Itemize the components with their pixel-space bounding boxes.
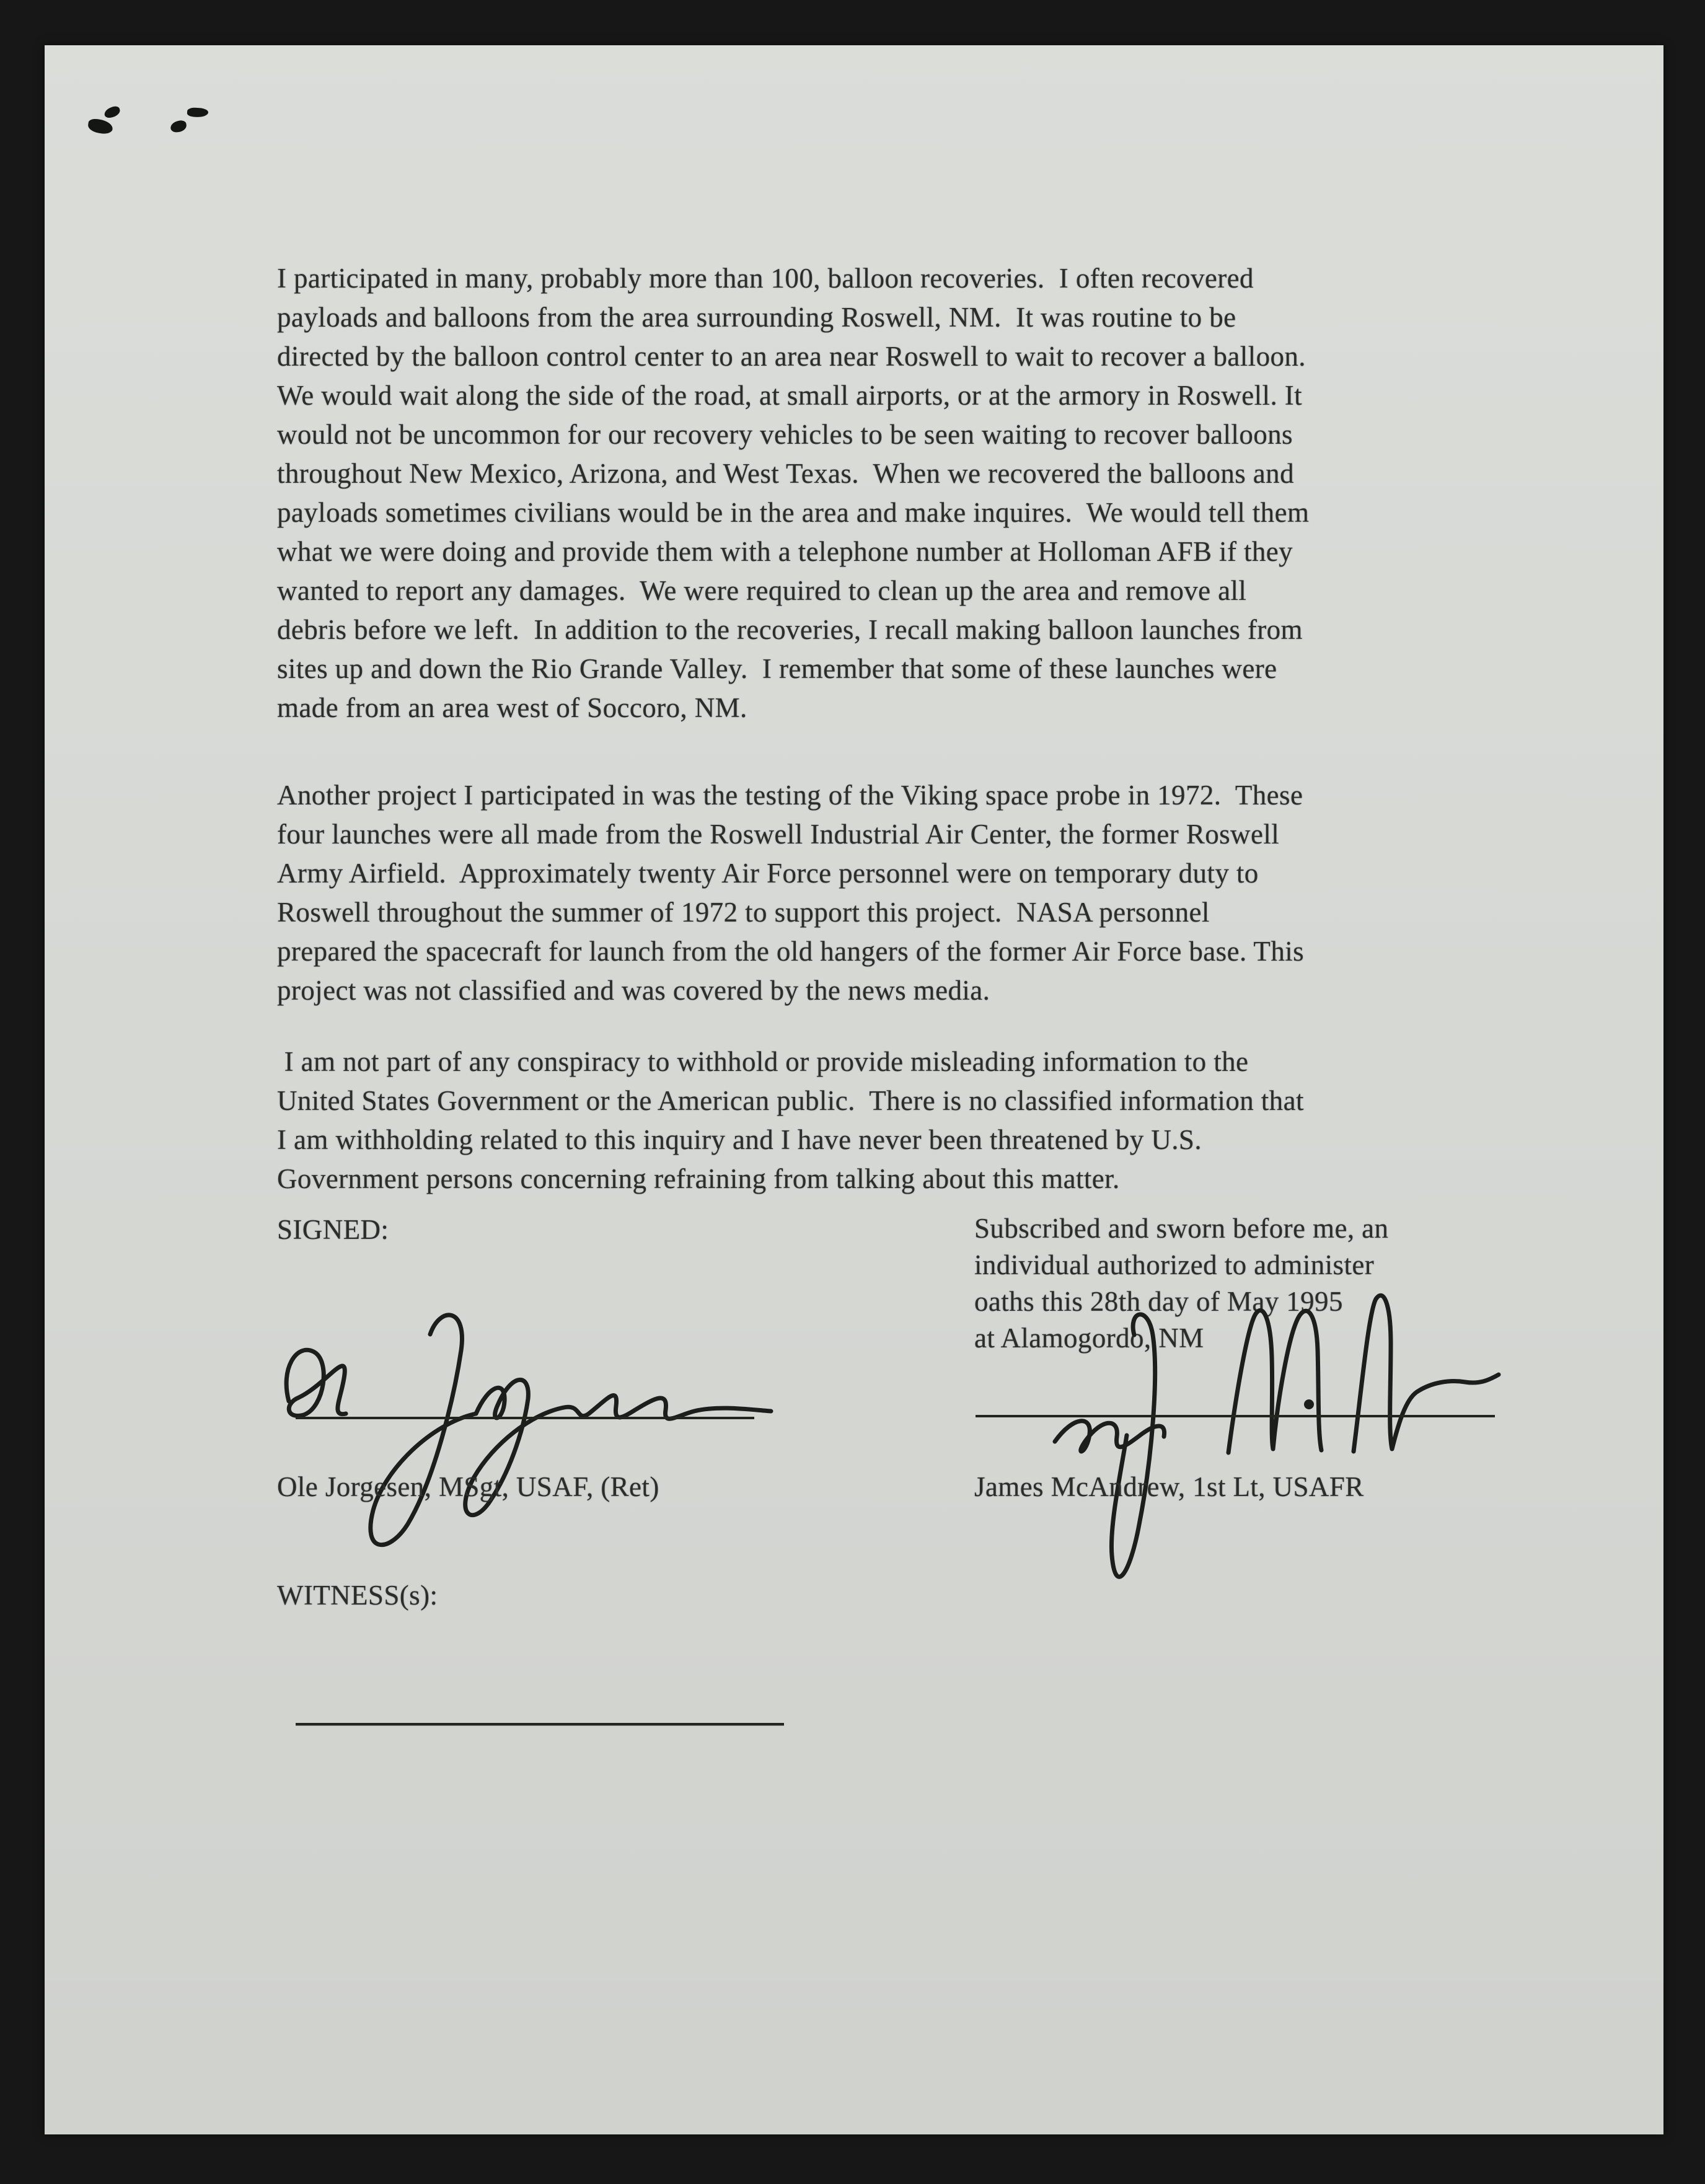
witness-label: WITNESS(s): [277, 1580, 438, 1611]
typed-name-james-mcandrew: James McAndrew, 1st Lt, USAFR [974, 1471, 1364, 1502]
text-line: Government persons concerning refraining from talking about this matter. [277, 1163, 1120, 1194]
text-line: I am withholding related to this inquiry and I have never been threatened by U.S. [277, 1124, 1202, 1155]
paragraph-viking-probe [277, 776, 1473, 1010]
paragraph-no-conspiracy [277, 1042, 1473, 1199]
text-line: United States Government or the American public. There is no classified information that [277, 1085, 1304, 1116]
ink-smudge [87, 118, 114, 134]
text-line: payloads and balloons from the area surrounding Roswell, NM. It was routine to be [277, 302, 1236, 333]
text-line: at Alamogordo, NM [974, 1323, 1204, 1354]
text-line: Another project I participated in was the testing of the Viking space probe in 1972. These [277, 780, 1303, 811]
text-line: would not be uncommon for our recovery vehicles to be seen waiting to recover balloons [277, 419, 1293, 450]
paper-sheet [45, 45, 1663, 2134]
text-line: Army Airfield. Approximately twenty Air Force personnel were on temporary duty to [277, 858, 1259, 889]
text-line: payloads sometimes civilians would be in the area and make inquires. We would tell them [277, 497, 1310, 528]
signature-line-left [296, 1417, 754, 1419]
ole-jorgensen-signature-ink [268, 1291, 801, 1582]
text-line: what we were doing and provide them with a telephone number at Holloman AFB if they [277, 536, 1293, 567]
text-line: wanted to report any damages. We were required to clean up the area and remove all [277, 575, 1247, 606]
signature-line-right [976, 1415, 1495, 1417]
text-line: made from an area west of Soccoro, NM. [277, 692, 747, 723]
text-line: four launches were all made from the Roswell Industrial Air Center, the former Roswell [277, 819, 1280, 850]
text-line: I participated in many, probably more than 100, balloon recoveries. I often recovered [277, 263, 1254, 294]
text-line: Roswell throughout the summer of 1972 to support this project. NASA personnel [277, 897, 1210, 928]
text-line: sites up and down the Rio Grande Valley. I remember that some of these launches were [277, 653, 1277, 684]
text-line: project was not classified and was covered by the news media. [277, 975, 990, 1006]
ink-smudge [187, 107, 209, 118]
text-line: oaths this 28th day of May 1995 [974, 1286, 1343, 1317]
text-line: directed by the balloon control center to an area near Roswell to wait to recover a balloon. [277, 341, 1306, 372]
text-line: individual authorized to administer [974, 1249, 1375, 1280]
signed-label: SIGNED: [277, 1214, 389, 1245]
text-line: I am not part of any conspiracy to withhold or provide misleading information to the [277, 1046, 1249, 1077]
witness-signature-line [296, 1723, 784, 1725]
ink-smudge [103, 105, 121, 119]
typed-name-ole-jorgesen: Ole Jorgesen, MSgt, USAF, (Ret) [277, 1471, 659, 1502]
text-line: We would wait along the side of the road, at small airports, or at the armory in Roswell. It [277, 380, 1303, 411]
text-line: throughout New Mexico, Arizona, and West Texas. When we recovered the balloons and [277, 458, 1294, 489]
paragraph-balloon-recoveries [277, 259, 1473, 728]
text-line: Subscribed and sworn before me, an [974, 1213, 1389, 1244]
ink-smudge [170, 120, 188, 133]
text-line: debris before we left. In addition to the recoveries, I recall making balloon launches from [277, 614, 1303, 645]
text-line: prepared the spacecraft for launch from the old hangers of the former Air Force base. This [277, 936, 1305, 967]
notary-statement [974, 1210, 1388, 1357]
